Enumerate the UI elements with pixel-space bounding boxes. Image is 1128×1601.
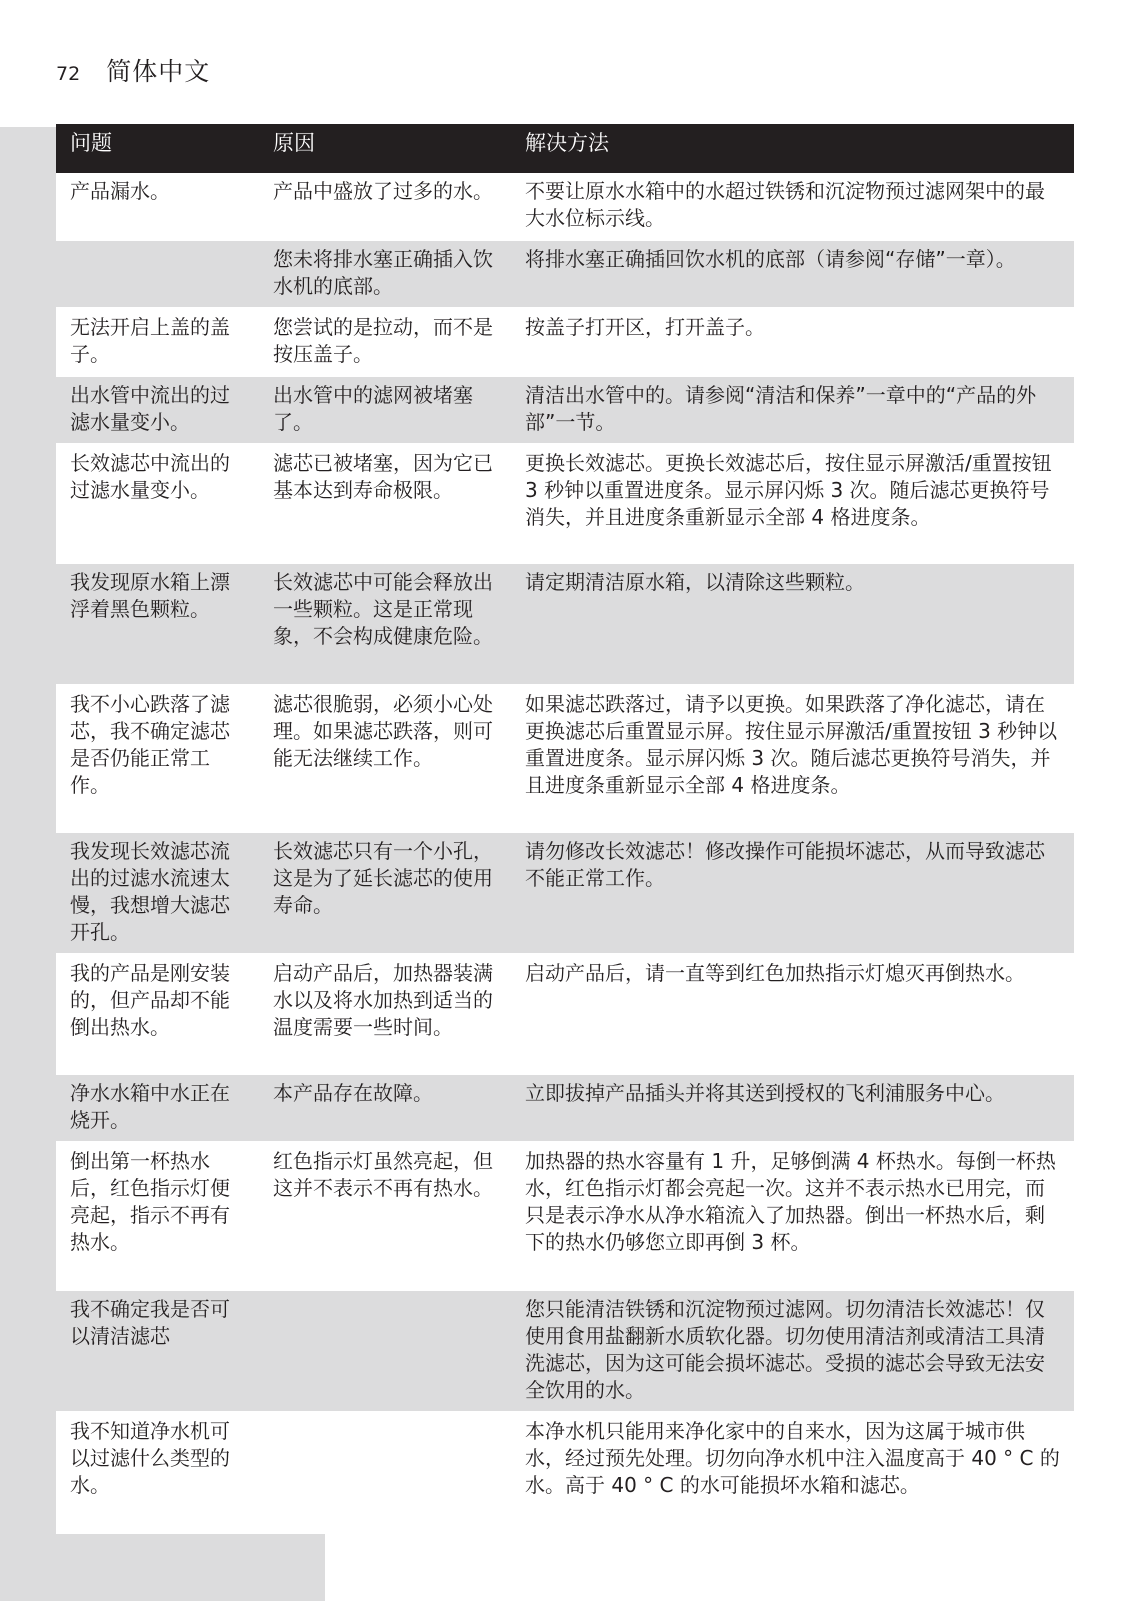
table-row	[56, 833, 1074, 955]
cause-cell: 长效滤芯中可能会释放出一些颗粒。这是正常现象，不会构成健康危险。	[273, 570, 493, 648]
solution-cell: 立即拔掉产品插头并将其送到授权的飞利浦服务中心。	[525, 1081, 1005, 1105]
problem-cell: 长效滤芯中流出的过滤水量变小。	[70, 451, 230, 502]
cause-cell: 产品中盛放了过多的水。	[273, 179, 493, 203]
solution-cell: 如果滤芯跌落过，请予以更换。如果跌落了净化滤芯，请在更换滤芯后重置显示屏。按住显示屏激活/重置按钮 3 秒钟以重置进度条。显示屏闪烁 3 次。随后滤芯更换符号消失，并且进度条重新显示全部 4 格进度条。	[525, 692, 1058, 797]
cause-cell	[259, 1413, 511, 1532]
solution-cell: 启动产品后，请一直等到红色加热指示灯熄灭再倒热水。	[525, 961, 1025, 985]
cause-cell: 本产品存在故障。	[273, 1081, 433, 1105]
cause-cell: 您未将排水塞正确插入饮水机的底部。	[273, 247, 493, 298]
problem-cell: 出水管中流出的过滤水量变小。	[70, 383, 230, 434]
page-header	[56, 52, 210, 88]
table-row	[56, 1075, 1074, 1143]
problem-cell: 产品漏水。	[70, 179, 170, 203]
cause-cell: 红色指示灯虽然亮起，但这并不表示不再有热水。	[273, 1149, 493, 1200]
problem-cell: 倒出第一杯热水后，红色指示灯便亮起，指示不再有热水。	[70, 1149, 230, 1254]
solution-cell: 加热器的热水容量有 1 升，足够倒满 4 杯热水。每倒一杯热水，红色指示灯都会亮起一次。这并不表示热水已用完，而只是表示净水从净水箱流入了加热器。倒出一杯热水后，剩下的热水仍够您立即再倒 3 杯。	[525, 1149, 1056, 1254]
page-number: 72	[56, 63, 81, 85]
cause-cell	[259, 1291, 511, 1411]
table-row	[56, 241, 1074, 309]
page-language-title: 简体中文	[106, 57, 211, 86]
table-row	[56, 1291, 1074, 1413]
solution-cell: 本净水机只能用来净化家中的自来水，因为这属于城市供水，经过预先处理。切勿向净水机中注入温度高于 40 ° C 的水。高于 40 ° C 的水可能损坏水箱和滤芯。	[525, 1419, 1060, 1497]
problem-cell: 我的产品是刚安装的，但产品却不能倒出热水。	[70, 961, 230, 1039]
table-row	[56, 309, 1074, 377]
cause-cell: 长效滤芯只有一个小孔，这是为了延长滤芯的使用寿命。	[273, 839, 493, 917]
table-row	[56, 377, 1074, 445]
solution-cell: 将排水塞正确插回饮水机的底部（请参阅“存储”一章）。	[525, 247, 1016, 271]
solution-cell: 请勿修改长效滤芯！修改操作可能损坏滤芯，从而导致滤芯不能正常工作。	[525, 839, 1045, 890]
cause-cell: 滤芯很脆弱，必须小心处理。如果滤芯跌落，则可能无法继续工作。	[273, 692, 493, 770]
table-row	[56, 173, 1074, 241]
table-row	[56, 955, 1074, 1075]
cause-cell: 您尝试的是拉动，而不是按压盖子。	[273, 315, 493, 366]
solution-cell: 按盖子打开区，打开盖子。	[525, 315, 765, 339]
table-header-row	[56, 124, 1074, 173]
table-row	[56, 686, 1074, 833]
problem-cell: 无法开启上盖的盖子。	[70, 315, 230, 366]
problem-cell	[56, 241, 259, 307]
solution-cell: 清洁出水管中的。请参阅“清洁和保养”一章中的“产品的外部”一节。	[525, 383, 1037, 434]
table-row	[56, 564, 1074, 686]
problem-cell: 我发现长效滤芯流出的过滤水流速太慢，我想增大滤芯开孔。	[70, 839, 230, 944]
problem-cell: 我不知道净水机可以过滤什么类型的水。	[70, 1419, 230, 1497]
problem-cell: 我不小心跌落了滤芯，我不确定滤芯是否仍能正常工作。	[70, 692, 230, 797]
problem-cell: 我发现原水箱上漂浮着黑色颗粒。	[70, 570, 230, 621]
solution-cell: 请定期清洁原水箱，以清除这些颗粒。	[525, 570, 865, 594]
table-row	[56, 445, 1074, 564]
cause-cell: 滤芯已被堵塞，因为它已基本达到寿命极限。	[273, 451, 493, 502]
problem-cell: 净水水箱中水正在烧开。	[70, 1081, 230, 1132]
problem-cell: 我不确定我是否可以清洁滤芯	[70, 1297, 230, 1348]
header-problem: 问题	[70, 131, 112, 155]
cause-cell: 出水管中的滤网被堵塞了。	[273, 383, 473, 434]
solution-cell: 不要让原水水箱中的水超过铁锈和沉淀物预过滤网架中的最大水位标示线。	[525, 179, 1045, 230]
header-cause: 原因	[273, 131, 315, 155]
troubleshooting-table	[56, 124, 1074, 1534]
header-solution: 解决方法	[525, 131, 609, 155]
table-row	[56, 1143, 1074, 1291]
cause-cell: 启动产品后，加热器装满水以及将水加热到适当的温度需要一些时间。	[273, 961, 493, 1039]
solution-cell: 您只能清洁铁锈和沉淀物预过滤网。切勿清洁长效滤芯！仅使用食用盐翻新水质软化器。切勿使用清洁剂或清洁工具清洗滤芯，因为这可能会损坏滤芯。受损的滤芯会导致无法安全饮用的水。	[525, 1297, 1045, 1402]
table-row	[56, 1413, 1074, 1534]
solution-cell: 更换长效滤芯。更换长效滤芯后，按住显示屏激活/重置按钮 3 秒钟以重置进度条。显示屏闪烁 3 次。随后滤芯更换符号消失，并且进度条重新显示全部 4 格进度条。	[525, 451, 1052, 529]
